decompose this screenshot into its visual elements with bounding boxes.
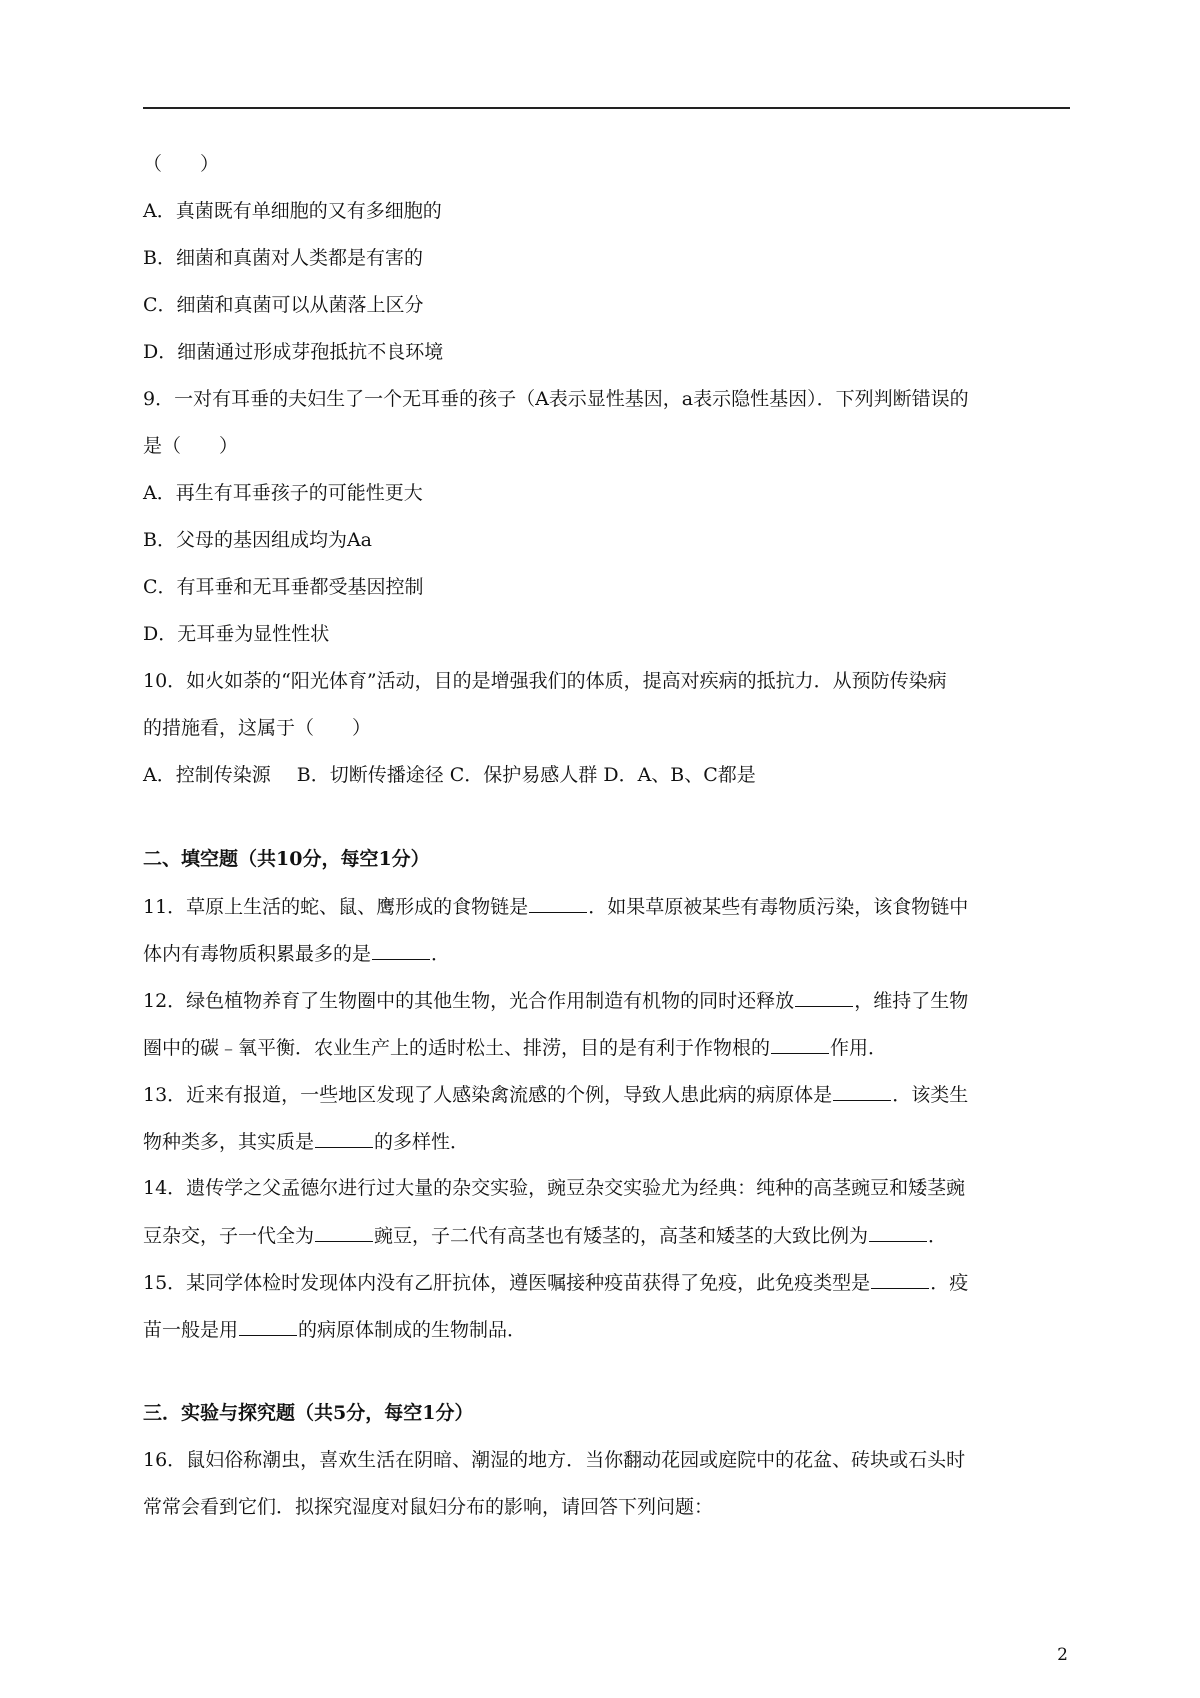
q8-option-a: A．真菌既有单细胞的又有多细胞的 (143, 200, 442, 222)
q14-line1: 14．遗传学之父孟德尔进行过大量的杂交实验，豌豆杂交实验尤为经典：纯种的高茎豌豆和矮茎豌 (143, 1177, 966, 1199)
q16-line1: 16．鼠妇俗称潮虫，喜欢生活在阴暗、潮湿的地方．当你翻动花园或庭院中的花盆、砖块或石头时 (143, 1449, 966, 1471)
q15-line1 (143, 1270, 1073, 1294)
q8-option-d: D．细菌通过形成芽孢抵抗不良环境 (143, 341, 444, 363)
answer-blank[interactable] (372, 941, 430, 960)
q12-text: 12．绿色植物养育了生物圈中的其他生物，光合作用制造有机物的同时还释放 (143, 990, 795, 1012)
q13-line1 (143, 1082, 1073, 1106)
q9-stem-line2: 是（ ） (143, 435, 239, 457)
q9-option-d: D．无耳垂为显性性状 (143, 623, 330, 645)
answer-blank[interactable] (771, 1035, 829, 1054)
q8-option-c: C．细菌和真菌可以从菌落上区分 (143, 294, 424, 316)
q11-line1 (143, 894, 1073, 918)
page-number: 2 (1057, 1645, 1068, 1665)
section3-heading: 三．实验与探究题（共5分，每空1分） (143, 1402, 474, 1424)
q10-stem-line2: 的措施看，这属于（ ） (143, 717, 372, 739)
q9-stem-line1: 9．一对有耳垂的夫妇生了一个无耳垂的孩子（A表示显性基因，a表示隐性基因）．下列判断错误的 (143, 388, 969, 410)
q14-text: ． (928, 1225, 948, 1247)
q14-line2 (143, 1223, 1073, 1247)
q9-option-c: C．有耳垂和无耳垂都受基因控制 (143, 576, 424, 598)
q13-text: 物种类多，其实质是 (143, 1131, 315, 1153)
q10-options (143, 763, 1073, 787)
q12-text: 作用． (830, 1037, 888, 1059)
q12-line2 (143, 1035, 1073, 1059)
q10-stem-line1: 10．如火如荼的“阳光体育”活动，目的是增强我们的体质，提高对疾病的抵抗力．从预防传染病 (143, 670, 947, 692)
q15-line2 (143, 1317, 1073, 1341)
q11-text: ． (431, 943, 451, 965)
q8-paren: （ ） (143, 153, 220, 175)
answer-blank[interactable] (239, 1317, 297, 1336)
q12-text: 圈中的碳﹣氧平衡．农业生产上的适时松土、排涝，目的是有利于作物根的 (143, 1037, 771, 1059)
answer-blank[interactable] (529, 894, 587, 913)
header-rule (143, 107, 1070, 109)
q16-line2: 常常会看到它们．拟探究湿度对鼠妇分布的影响，请回答下列问题： (143, 1496, 714, 1518)
q14-text: 豌豆，子二代有高茎也有矮茎的，高茎和矮茎的大致比例为 (374, 1225, 869, 1247)
q9-option-b: B．父母的基因组成均为Aa (143, 529, 373, 551)
q11-text: 11．草原上生活的蛇、鼠、鹰形成的食物链是 (143, 896, 529, 918)
q10-option-a: A．控制传染源 (143, 764, 271, 786)
q10-option-b: B．切断传播途径 (296, 764, 444, 786)
q12-text: ，维持了生物 (854, 990, 969, 1012)
q15-text: 15．某同学体检时发现体内没有乙肝抗体，遵医嘱接种疫苗获得了免疫，此免疫类型是 (143, 1272, 871, 1294)
answer-blank[interactable] (869, 1223, 927, 1242)
page-content (143, 152, 1073, 1519)
q13-text: 的多样性． (374, 1131, 470, 1153)
q15-text: 苗一般是用 (143, 1319, 239, 1341)
q13-line2 (143, 1129, 1073, 1153)
q14-text: 豆杂交，子一代全为 (143, 1225, 315, 1247)
q11-line2 (143, 941, 1073, 965)
q15-text: ．疫 (930, 1272, 969, 1294)
answer-blank[interactable] (871, 1270, 929, 1289)
section2-heading: 二、填空题（共10分，每空1分） (143, 848, 430, 870)
answer-blank[interactable] (315, 1129, 373, 1148)
q13-text: ．该类生 (892, 1084, 969, 1106)
q10-option-c: C．保护易感人群 (449, 764, 598, 786)
answer-blank[interactable] (833, 1082, 891, 1101)
q9-option-a: A．再生有耳垂孩子的可能性更大 (143, 482, 423, 504)
q8-option-b: B．细菌和真菌对人类都是有害的 (143, 247, 423, 269)
q15-text: 的病原体制成的生物制品． (298, 1319, 527, 1341)
q10-option-d: D．A、B、C都是 (603, 764, 756, 786)
q13-text: 13．近来有报道，一些地区发现了人感染禽流感的个例，导致人患此病的病原体是 (143, 1084, 833, 1106)
q12-line1 (143, 988, 1073, 1012)
q11-text: 体内有毒物质积累最多的是 (143, 943, 372, 965)
answer-blank[interactable] (315, 1223, 373, 1242)
q11-text: ．如果草原被某些有毒物质污染，该食物链中 (588, 896, 969, 918)
answer-blank[interactable] (795, 988, 853, 1007)
